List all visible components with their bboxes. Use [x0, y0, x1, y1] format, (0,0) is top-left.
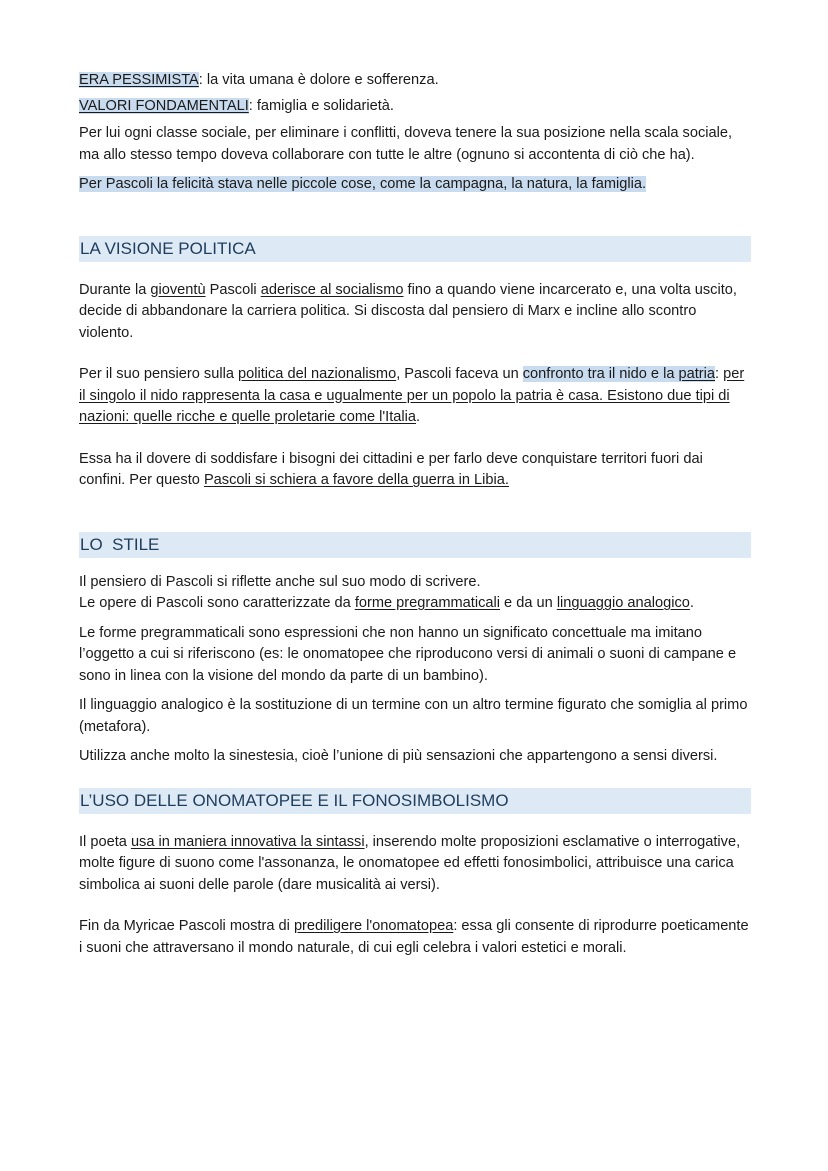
stile-line-1: Il pensiero di Pascoli si riflette anche sul suo modo di scrivere.	[79, 573, 481, 590]
text-span: .	[689, 595, 694, 611]
onomatopee-paragraph-1	[79, 832, 751, 897]
valori-term: VALORI FONDAMENTALI	[79, 97, 249, 114]
text-span: Per il suo pensiero sulla	[79, 366, 238, 382]
heading-stile: LO STILE	[79, 532, 751, 558]
text-span: , inserendo molte proposizioni esclamative o interrogative, molte figure di suono come l'assonanza, le onomatopee ed effetti fonosimbolici, attribuisce una carica simbolica ai suoni delle parole (dare musicalità ai versi).	[79, 833, 741, 893]
stile-paragraph-1	[79, 572, 751, 615]
valori-text: : famiglia e solidarietà.	[248, 97, 394, 114]
nazionalismo-underline: politica del nazionalismo	[238, 366, 397, 382]
stile-paragraph-2: Le forme pregrammaticali sono espressioni che non hanno un significato concettuale ma imitano l’oggetto a cui si riferiscono (es: le onomatopee che riproducono versi di animali o suoni di campane e sono in linea con la visione del mondo da parte di un bambino).	[79, 624, 737, 684]
gioventu-underline: gioventù	[150, 281, 206, 298]
nido-casa-underline: per il singolo il nido rappresenta la casa e ugualmente per un popolo la patria è casa. Esistono due tipi di nazioni: quelle ricche e quelle proletarie come l'Italia	[79, 366, 745, 425]
onomatopea-underline: prediligere l'onomatopea	[293, 918, 454, 934]
text-span: .	[416, 409, 421, 425]
heading-onomatopee: L’USO DELLE ONOMATOPEE E IL FONOSIMBOLISMO	[79, 788, 751, 814]
text-span: Essa ha il dovere di soddisfare i bisogni dei cittadini e per farlo deve conquistare territori fuori dai confini. Per questo	[79, 450, 703, 488]
era-pessimista-line	[79, 70, 751, 92]
text-span: :	[715, 366, 724, 382]
era-pessimista-term: ERA PESSIMISTA	[79, 72, 199, 88]
nido-highlight: confronto tra il nido e la	[522, 366, 679, 382]
visione-paragraph-1	[79, 280, 751, 345]
guerra-libia-underline: Pascoli si schiera a favore della guerra in Libia.	[203, 472, 509, 488]
document-content	[79, 70, 751, 959]
classe-sociale-paragraph: Per lui ogni classe sociale, per eliminare i conflitti, doveva tenere la sua posizione nella scala sociale, ma allo stesso tempo doveva collaborare con tutte le altre (ognuno si accontenta di ciò che ha).	[79, 125, 733, 163]
text-span: Pascoli	[205, 281, 261, 298]
heading-visione-politica: LA VISIONE POLITICA	[79, 236, 751, 262]
socialismo-underline: aderisce al socialismo	[260, 281, 404, 298]
stile-paragraph-4: Utilizza anche molto la sinestesia, cioè l’unione di più sensazioni che appartengono a sensi diversi.	[79, 748, 718, 764]
onomatopee-paragraph-2	[79, 916, 751, 959]
visione-paragraph-3	[79, 449, 751, 492]
text-span: e da un	[500, 595, 557, 611]
text-span: Il poeta	[79, 833, 131, 850]
valori-line	[79, 96, 751, 118]
visione-paragraph-2	[79, 364, 751, 429]
text-span: Le opere di Pascoli sono caratterizzate da	[79, 595, 355, 611]
forme-pregrammaticali-underline: forme pregrammaticali	[354, 595, 500, 611]
patria-highlight: patria	[678, 366, 716, 382]
stile-paragraph-3: Il linguaggio analogico è la sostituzione di un termine con un altro termine figurato che somiglia al primo (metafora).	[79, 697, 748, 735]
era-pessimista-text: : la vita umana è dolore e sofferenza.	[198, 72, 439, 88]
text-span: Fin da Myricae Pascoli mostra di	[79, 918, 294, 934]
text-span: Durante la	[79, 281, 151, 298]
text-span: fino a quando viene incarcerato e, una volta uscito, decide di abbandonare la carriera politica. Si discosta dal pensiero di Marx e incline allo scontro violento.	[79, 281, 737, 341]
text-span: : essa gli consente di riprodurre poeticamente i suoni che attraversano il mondo naturale, di cui egli celebra i valori estetici e morali.	[79, 918, 749, 956]
sintassi-underline: usa in maniera innovativa la sintassi	[130, 833, 365, 850]
felicita-paragraph	[79, 174, 751, 196]
felicita-highlight: Per Pascoli la felicità stava nelle piccole cose, come la campagna, la natura, la famiglia.	[79, 176, 647, 192]
text-span: , Pascoli faceva un	[396, 366, 523, 382]
linguaggio-analogico-underline: linguaggio analogico	[556, 595, 690, 611]
